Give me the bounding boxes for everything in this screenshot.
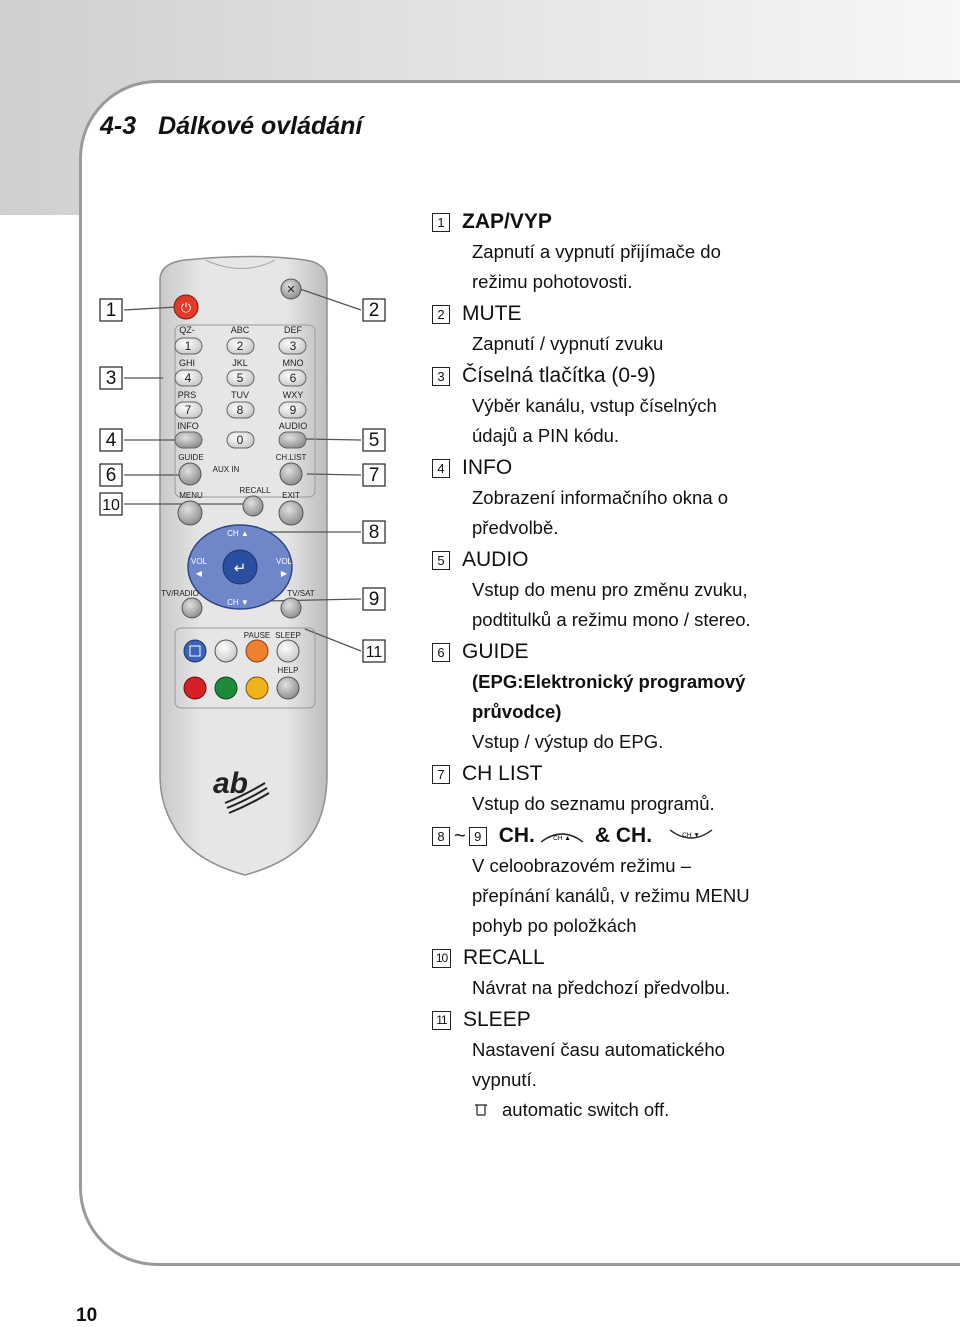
svg-text:PAUSE: PAUSE: [243, 631, 271, 640]
item-desc-line: (EPG:Elektronický programový: [472, 671, 746, 692]
item-6: [432, 637, 952, 757]
callout-10: [100, 493, 122, 515]
item-title: ZAP/VYP: [462, 210, 552, 233]
svg-text:TV/SAT: TV/SAT: [287, 589, 315, 598]
callout-5: [363, 429, 385, 451]
svg-text:3: 3: [289, 339, 297, 353]
svg-text:CH ▼: CH ▼: [682, 832, 700, 839]
svg-text:10: 10: [102, 497, 120, 514]
item-number-11: 11: [432, 1011, 451, 1030]
callout-4: [100, 429, 122, 451]
svg-text:ab: ab: [213, 767, 249, 800]
callout-6: [100, 464, 122, 486]
item-7: [432, 759, 952, 819]
item-4: [432, 453, 952, 543]
item-desc-line: údajů a PIN kódu.: [472, 425, 620, 446]
item-title: Číselná tlačítka (0-9): [462, 364, 656, 387]
callout-8: [363, 521, 385, 543]
item-desc-line: Vstup do menu pro změnu zvuku,: [472, 579, 748, 600]
item-desc-line: pohyb po položkách: [472, 915, 637, 936]
svg-text:↵: ↵: [233, 560, 247, 577]
svg-text:2: 2: [236, 339, 244, 353]
svg-text:6: 6: [289, 371, 297, 385]
nav-ring: [188, 525, 293, 609]
svg-text:CH ▼: CH ▼: [227, 598, 249, 607]
item-desc-line: Vstup / výstup do EPG.: [472, 731, 664, 752]
svg-text:INFO: INFO: [177, 421, 199, 431]
svg-text:5: 5: [236, 371, 244, 385]
svg-text:EXIT: EXIT: [282, 491, 300, 500]
yellow-button: [246, 677, 268, 699]
svg-text:0: 0: [236, 433, 244, 447]
item-title: AUDIO: [462, 548, 529, 571]
svg-text:8: 8: [368, 522, 380, 543]
svg-text:✕: ✕: [286, 284, 296, 296]
item-desc-line: průvodce): [472, 701, 562, 722]
item-number-1: 1: [432, 213, 450, 232]
svg-text:CH ▲: CH ▲: [227, 529, 249, 538]
item-desc-line: předvolbě.: [472, 517, 559, 538]
svg-text:SLEEP: SLEEP: [275, 631, 301, 640]
item-desc-line: režimu pohotovosti.: [472, 271, 633, 292]
note-icon: [472, 1101, 490, 1119]
svg-text:CH ▲: CH ▲: [553, 835, 571, 842]
chlist-button: [280, 463, 302, 485]
item-desc-line: V celoobrazovém režimu –: [472, 855, 692, 876]
svg-text:HELP: HELP: [277, 666, 299, 675]
callout-9: [363, 588, 385, 610]
guide-button: [179, 463, 201, 485]
svg-text:8: 8: [236, 403, 244, 417]
item-number-9: 9: [469, 827, 487, 846]
item-5: [432, 545, 952, 635]
item-3: [432, 361, 952, 451]
ch-down-icon: [668, 828, 714, 844]
svg-text:9: 9: [368, 589, 380, 610]
blank-button: [215, 640, 237, 662]
svg-text:TV/RADIO: TV/RADIO: [161, 589, 199, 598]
callout-1: [100, 299, 122, 321]
item-title: GUIDE: [462, 640, 529, 663]
svg-text:4: 4: [105, 430, 117, 451]
callout-11: [363, 640, 385, 662]
svg-text:PRS: PRS: [177, 390, 197, 400]
item-10: [432, 943, 952, 1003]
remote-illustration: [95, 255, 415, 1135]
note-line: [472, 1095, 952, 1125]
item-desc-line: Návrat na předchozí předvolbu.: [472, 977, 731, 998]
svg-text:CH.LIST: CH.LIST: [275, 453, 307, 462]
help-button: [277, 677, 299, 699]
item-number-2: 2: [432, 305, 450, 324]
item-number-6: 6: [432, 643, 450, 662]
item-8-9: [432, 821, 952, 941]
svg-text:5: 5: [368, 430, 380, 451]
item-11: [432, 1005, 952, 1125]
tvradio-button: [182, 598, 202, 618]
item-desc-line: vypnutí.: [472, 1069, 537, 1090]
tvsat-button: [281, 598, 301, 618]
svg-text:GHI: GHI: [178, 358, 196, 368]
svg-text:7: 7: [184, 403, 192, 417]
svg-text:7: 7: [368, 465, 380, 486]
ch-up-label: CH.: [498, 824, 535, 847]
svg-text:11: 11: [365, 644, 383, 661]
item-title: INFO: [462, 456, 513, 479]
svg-text:WXY: WXY: [282, 390, 304, 400]
item-title: MUTE: [462, 302, 522, 325]
item-number-5: 5: [432, 551, 450, 570]
sleep-button: [277, 640, 299, 662]
callout-3: [100, 367, 122, 389]
svg-text:AUX IN: AUX IN: [212, 465, 240, 474]
item-title: RECALL: [463, 946, 545, 969]
item-number-8: 8: [432, 827, 450, 846]
svg-text:2: 2: [368, 300, 380, 321]
item-desc-line: Zapnutí a vypnutí přijímače do: [472, 241, 721, 262]
svg-text:◀: ◀: [195, 569, 203, 578]
ch-up-icon: [539, 828, 585, 844]
page-title: 4-3 Dálkové ovládání: [100, 112, 363, 140]
callout-7: [363, 464, 385, 486]
item-number-3: 3: [432, 367, 450, 386]
note-text: automatic switch off.: [502, 1099, 670, 1120]
red-button: [184, 677, 206, 699]
svg-text:1: 1: [105, 300, 117, 321]
item-desc-line: Nastavení času automatického: [472, 1039, 725, 1060]
right-callouts: [363, 299, 385, 662]
pause-button: [246, 640, 268, 662]
svg-text:RECALL: RECALL: [239, 486, 271, 495]
svg-text:ABC: ABC: [230, 325, 250, 335]
item-desc-line: přepínání kanálů, v režimu MENU: [472, 885, 750, 906]
svg-text:AUDIO: AUDIO: [278, 421, 308, 431]
green-button: [215, 677, 237, 699]
item-title: SLEEP: [463, 1008, 531, 1031]
ch-down-label: & CH.: [594, 824, 653, 847]
text-button: [184, 640, 206, 662]
item-number-4: 4: [432, 459, 450, 478]
item-title: CH LIST: [462, 762, 543, 785]
item-number-10: 10: [432, 949, 451, 968]
item-desc-line: Zapnutí / vypnutí zvuku: [472, 333, 664, 354]
item-desc-line: podtitulků a režimu mono / stereo.: [472, 609, 751, 630]
svg-text:4: 4: [184, 371, 192, 385]
menu-button: [178, 501, 202, 525]
svg-text:VOL: VOL: [190, 557, 208, 566]
item-desc-line: Vstup do seznamu programů.: [472, 793, 715, 814]
svg-text:MENU: MENU: [179, 491, 203, 500]
svg-text:VOL: VOL: [275, 557, 293, 566]
recall-button: [243, 496, 263, 516]
item-2: [432, 299, 952, 359]
item-desc-line: Zobrazení informačního okna o: [472, 487, 729, 508]
exit-button: [279, 501, 303, 525]
svg-text:QZ-: QZ-: [179, 325, 195, 335]
svg-text:▶: ▶: [280, 569, 288, 578]
range-tilde: ~: [454, 824, 466, 847]
svg-text:9: 9: [289, 403, 297, 417]
svg-text:TUV: TUV: [231, 390, 249, 400]
svg-text:GUIDE: GUIDE: [178, 453, 204, 462]
page-number: 10: [76, 1305, 98, 1326]
function-list: [432, 205, 952, 1125]
item-desc-line: Výběr kanálu, vstup číselných: [472, 395, 717, 416]
svg-text:JKL: JKL: [232, 358, 248, 368]
svg-text:⏻: ⏻: [180, 300, 192, 315]
svg-text:1: 1: [184, 339, 192, 353]
svg-text:MNO: MNO: [282, 358, 304, 368]
svg-text:DEF: DEF: [284, 325, 302, 335]
left-callouts: [100, 299, 122, 515]
svg-text:6: 6: [105, 465, 117, 486]
item-number-7: 7: [432, 765, 450, 784]
callout-2: [363, 299, 385, 321]
svg-text:3: 3: [105, 368, 117, 389]
item-1: [432, 207, 952, 297]
